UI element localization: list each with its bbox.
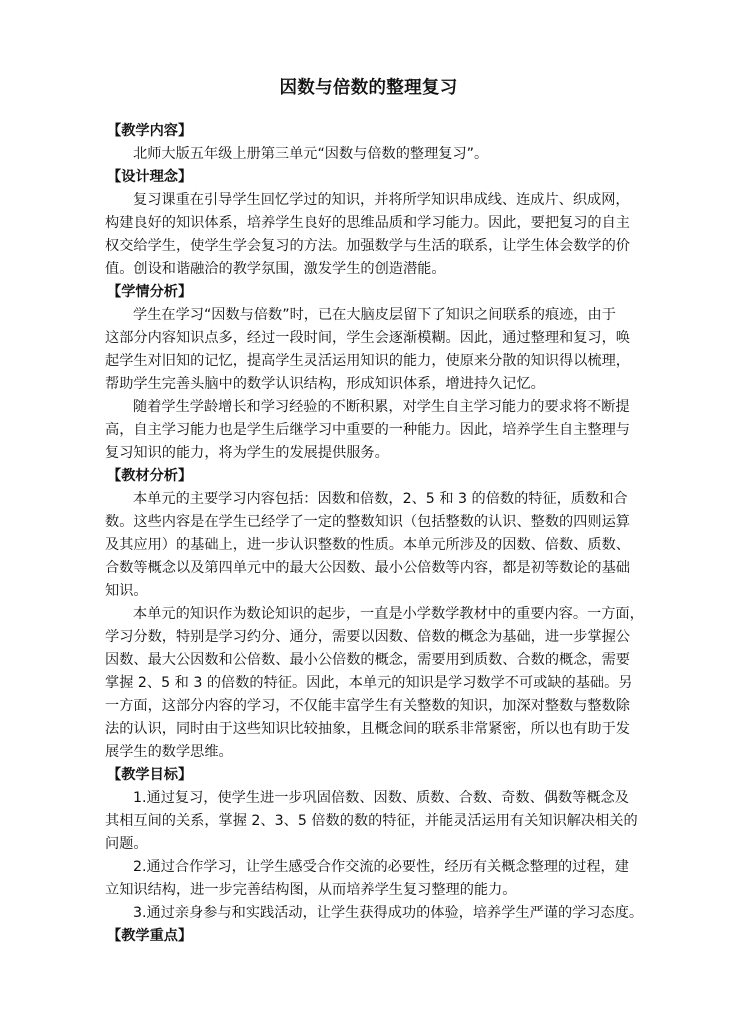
paragraph-line: 复习知识的能力，将为学生的发展提供服务。 [105, 445, 389, 461]
paragraph-line: 这部分内容知识点多，经过一段时间，学生会逐渐模糊。因此，通过整理和复习，唤 [105, 330, 630, 346]
section-heading: 【设计理念】 [107, 169, 193, 185]
section-heading: 【学情分析】 [107, 284, 193, 300]
paragraph-line: 知识。 [105, 583, 148, 599]
document-body [105, 120, 661, 948]
paragraph-line: 数。这些内容是在学生已经学了一定的整数知识（包括整数的认识、整数的四则运算 [105, 514, 630, 530]
paragraph-line: 权交给学生，使学生学会复习的方法。加强数学与生活的联系，让学生体会数学的价 [105, 238, 630, 254]
paragraph-line: 随着学生学龄增长和学习经验的不断积累，对学生自主学习能力的要求将不断提 [133, 399, 630, 415]
paragraph-line: 法的认识，同时由于这些知识比较抽象，且概念间的联系非常紧密，所以也有助于发 [105, 721, 630, 737]
paragraph-line: 学习分数，特别是学习约分、通分，需要以因数、倍数的概念为基础，进一步掌握公 [105, 629, 630, 645]
paragraph-line: 1.通过复习，使学生进一步巩固倍数、因数、质数、合数、奇数、偶数等概念及 [133, 790, 629, 806]
paragraph-line: 掌握 2、5 和 3 的倍数的特征。因此，本单元的知识是学习数学不可或缺的基础。另 [105, 675, 633, 691]
document-title: 因数与倍数的整理复习 [279, 78, 458, 98]
section-heading: 【教学目标】 [107, 767, 193, 783]
paragraph-line: 帮助学生完善头脑中的数学认识结构，形成知识体系，增进持久记忆。 [105, 376, 545, 392]
paragraph-line: 本单元的主要学习内容包括：因数和倍数，2、5 和 3 的倍数的特征，质数和合 [133, 491, 628, 507]
paragraph-line: 本单元的知识作为数论知识的起步，一直是小学数学教材中的重要内容。一方面， [133, 606, 644, 622]
section-heading: 【教学重点】 [107, 928, 193, 944]
section-heading: 【教学内容】 [107, 123, 193, 139]
paragraph-line: 立知识结构，进一步完善结构图，从而培养学生复习整理的能力。 [105, 882, 517, 898]
paragraph-line: 其相互间的关系，掌握 2、3、5 倍数的数的特征，并能灵活运用有关知识解决相关的 [105, 813, 638, 829]
paragraph-line: 因数、最大公因数和公倍数、最小公倍数的概念，需要用到质数、合数的概念，需要 [105, 652, 630, 668]
paragraph-line: 3.通过亲身参与和实践活动，让学生获得成功的体验，培养学生严谨的学习态度。 [133, 905, 644, 921]
paragraph-line: 问题。 [105, 836, 148, 852]
paragraph-line: 一方面，这部分内容的学习，不仅能丰富学生有关整数的知识，加深对整数与整数除 [105, 698, 630, 714]
paragraph-line: 值。创设和谐融洽的教学氛围，激发学生的创造潜能。 [105, 261, 446, 277]
paragraph-line: 北师大版五年级上册第三单元“因数与倍数的整理复习”。 [133, 146, 489, 162]
paragraph-line: 复习课重在引导学生回忆学过的知识，并将所学知识串成线、连成片、织成网， [133, 192, 630, 208]
paragraph-line: 高，自主学习能力也是学生后继学习中重要的一种能力。因此，培养学生自主整理与 [105, 422, 630, 438]
section-heading: 【教材分析】 [107, 468, 193, 484]
paragraph-line: 展学生的数学思维。 [105, 744, 233, 760]
paragraph-line: 合数等概念以及第四单元中的最大公因数、最小公倍数等内容，都是初等数论的基础 [105, 560, 630, 576]
paragraph-line: 学生在学习“因数与倍数”时，已在大脑皮层留下了知识之间联系的痕迹，由于 [133, 307, 616, 323]
paragraph-line: 及其应用）的基础上，进一步认识整数的性质。本单元所涉及的因数、倍数、质数、 [105, 537, 630, 553]
paragraph-line: 起学生对旧知的记忆，提高学生灵活运用知识的能力，使原来分散的知识得以梳理， [105, 353, 630, 369]
paragraph-line: 2.通过合作学习，让学生感受合作交流的必要性，经历有关概念整理的过程，建 [133, 859, 629, 875]
paragraph-line: 构建良好的知识体系，培养学生良好的思维品质和学习能力。因此，要把复习的自主 [105, 215, 630, 231]
